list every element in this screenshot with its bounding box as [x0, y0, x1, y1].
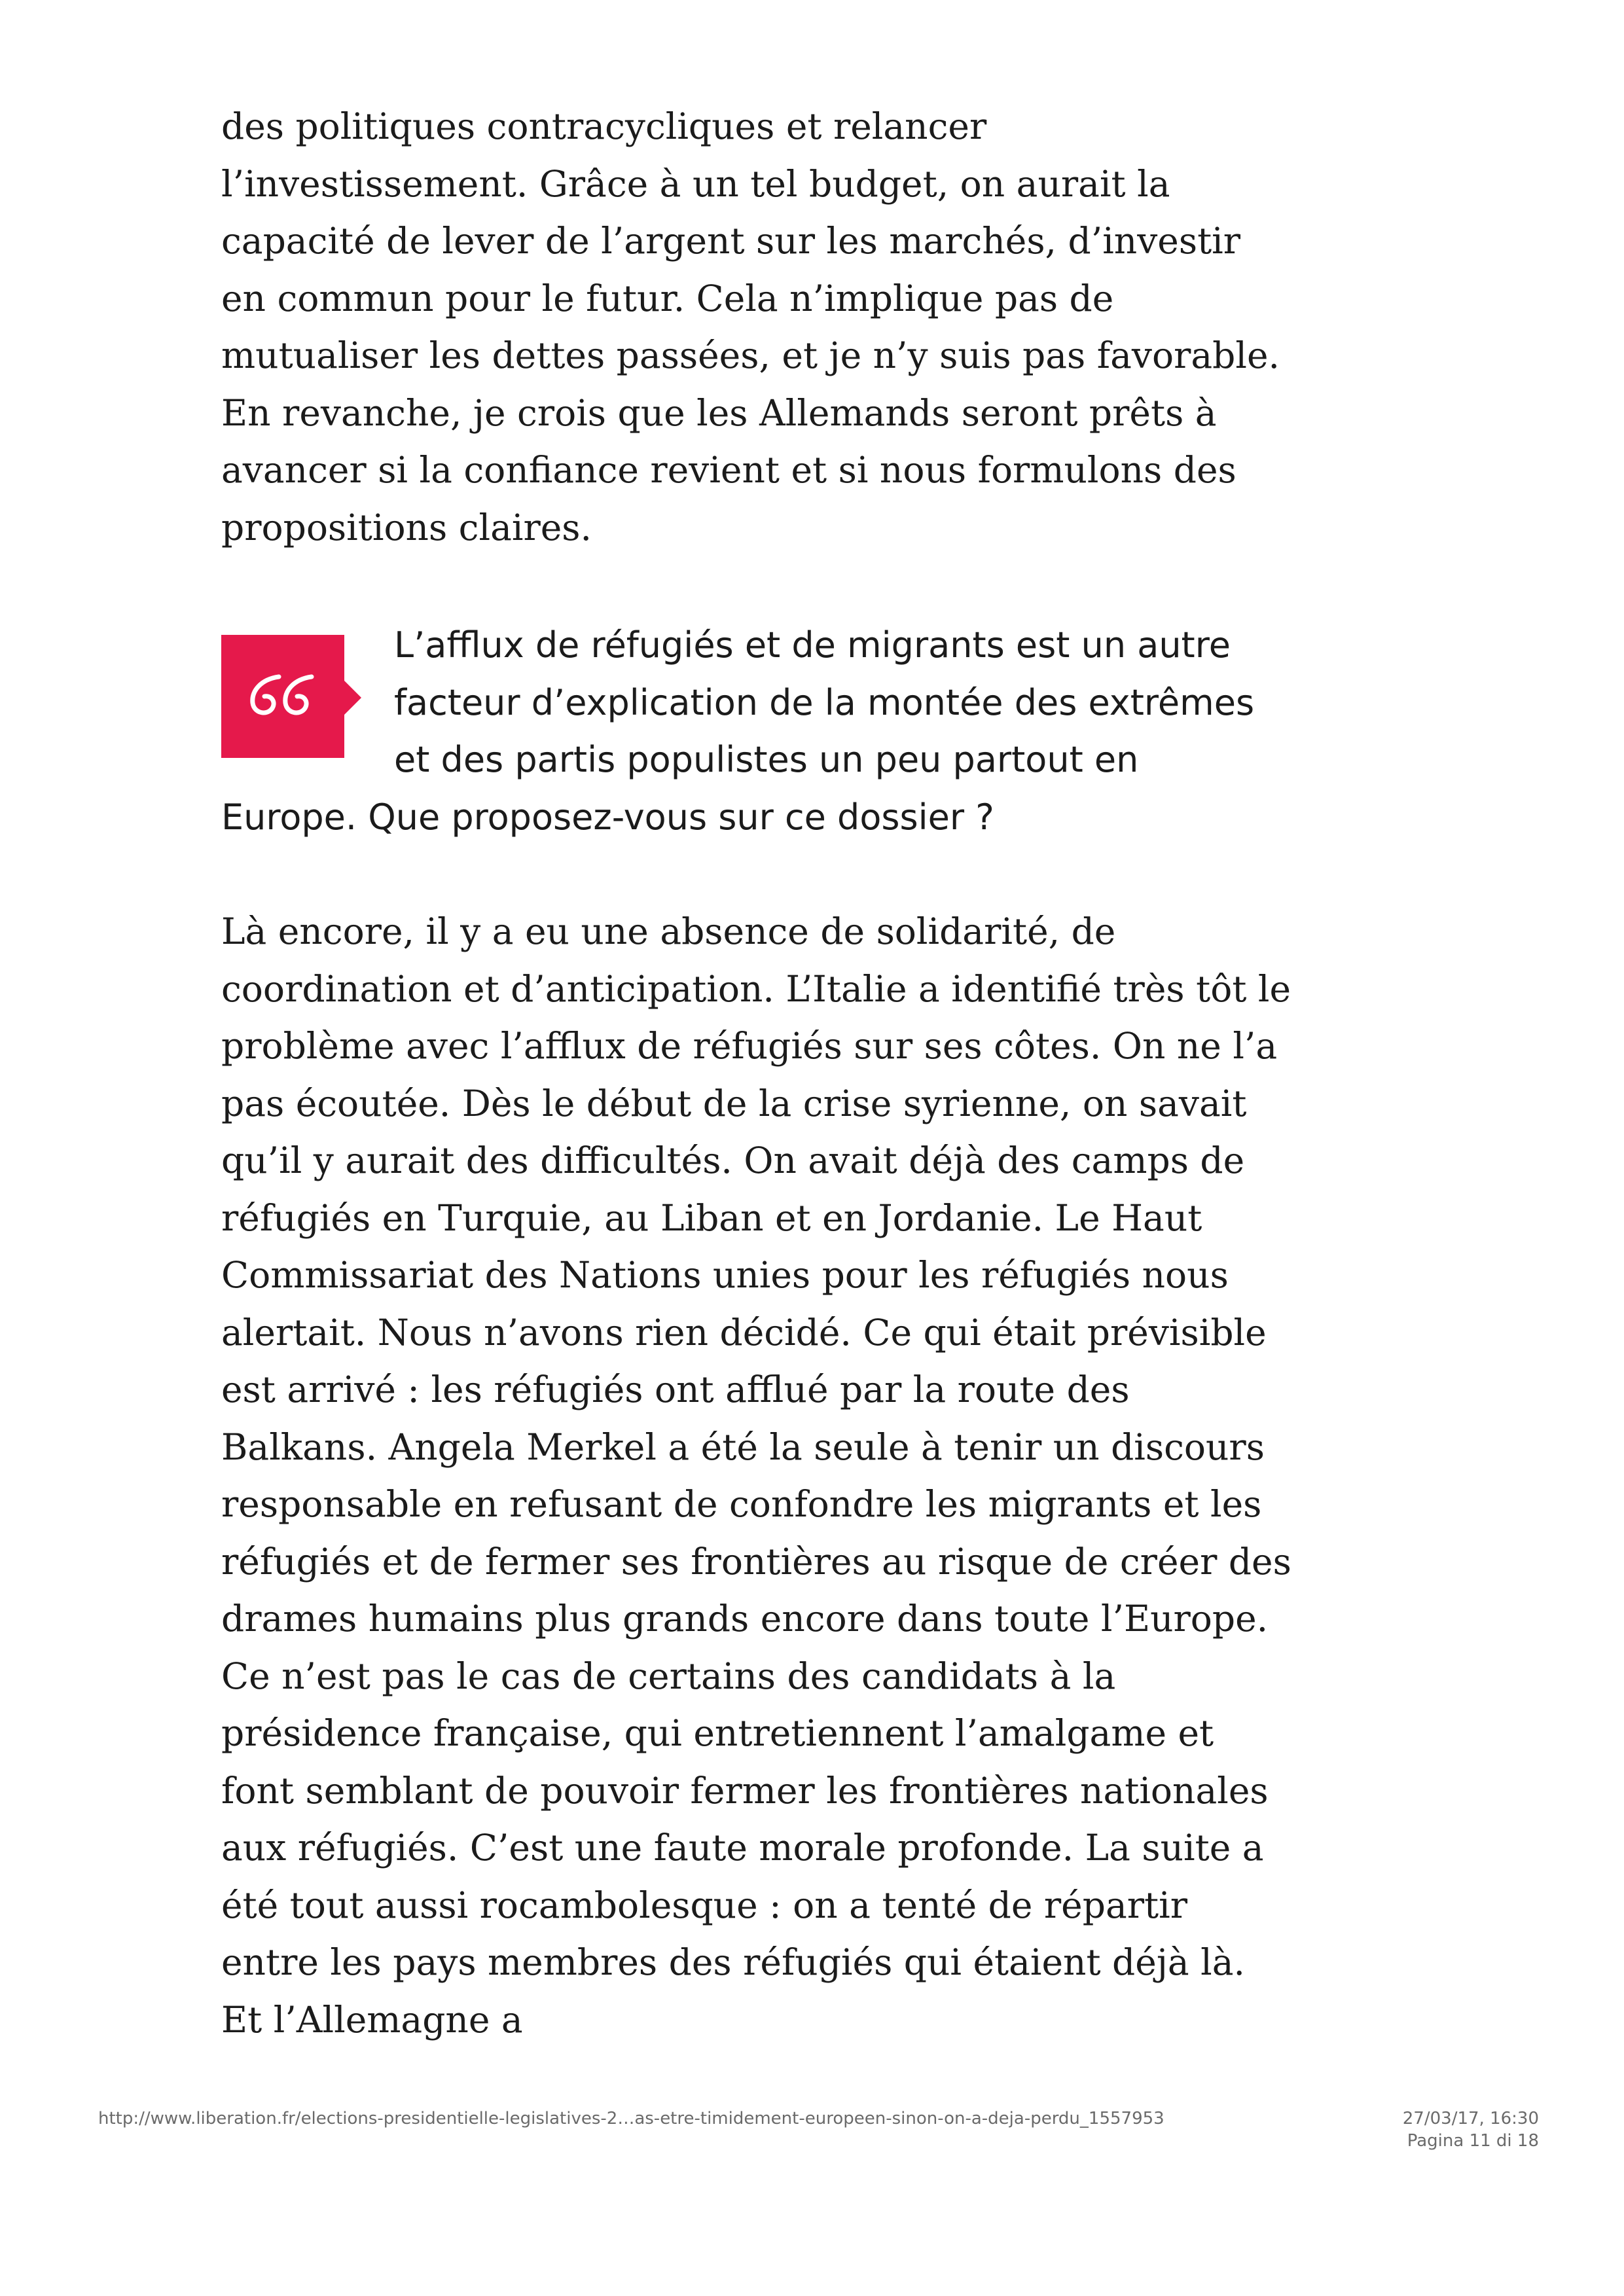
interview-question	[221, 617, 1282, 846]
answer-paragraph: Là encore, il y a eu une absence de solidarité, de coordination et d’anticipation. L’Italie a identifié très tôt le problème avec l’afflux de réfugiés sur ses côtes. On ne l’a pas écoutée. Dès le début de la crise syrienne, on savait qu’il y aurait des difficultés. On avait déjà des camps de réfugiés en Turquie, au Liban et en Jordanie. Le Haut Commissariat des Nations unies pour les réfugiés nous alertait. Nous n’avons rien décidé. Ce qui était prévisible est arrivé : les réfugiés ont afflué par la route des Balkans. Angela Merkel a été la seule à tenir un discours responsable en refusant de confondre les migrants et les réfugiés et de fermer ses frontières au risque de créer des drames humains plus grands encore dans toute l’Europe. Ce n’est pas le cas de certains des candidats à la présidence française, qui entretiennent l’amalgame et font semblant de pouvoir fermer les frontières nationales aux réfugiés. C’est une faute morale profonde. La suite a été tout aussi rocambolesque : on a tenté de répartir entre les pays membres des réfugiés qui étaient déjà là. Et l’Allemagne a	[221, 910, 1291, 2041]
footer-meta	[1403, 2108, 1539, 2152]
article-paragraph: des politiques contracycliques et relancer l’investissement. Grâce à un tel budget, on aurait la capacité de lever de l’argent sur les marchés, d’investir en commun pour le futur. Cela n’implique pas de mutualiser les dettes passées, et je n’y suis pas favorable. En revanche, je crois que les Allemands seront prêts à avancer si la confiance revient et si nous formulons des propositions claires.	[221, 105, 1280, 548]
quote-icon	[221, 635, 344, 758]
footer-datetime: 27/03/17, 16:30	[1402, 2109, 1539, 2128]
question-text: L’afflux de réfugiés et de migrants est un autre facteur d’explication de la montée des extrêmes et des partis populistes un peu partout en Europe. Que proposez-vous sur ce dossier ?	[221, 624, 1255, 838]
footer-page-number: Pagina 11 di 18	[1407, 2131, 1539, 2151]
footer-url: http://www.liberation.fr/elections-presidentielle-legislatives-2…as-etre-timidement-europeen-sinon-on-a-deja-perdu_1557953	[98, 2109, 1164, 2128]
quote-badge	[221, 635, 344, 758]
